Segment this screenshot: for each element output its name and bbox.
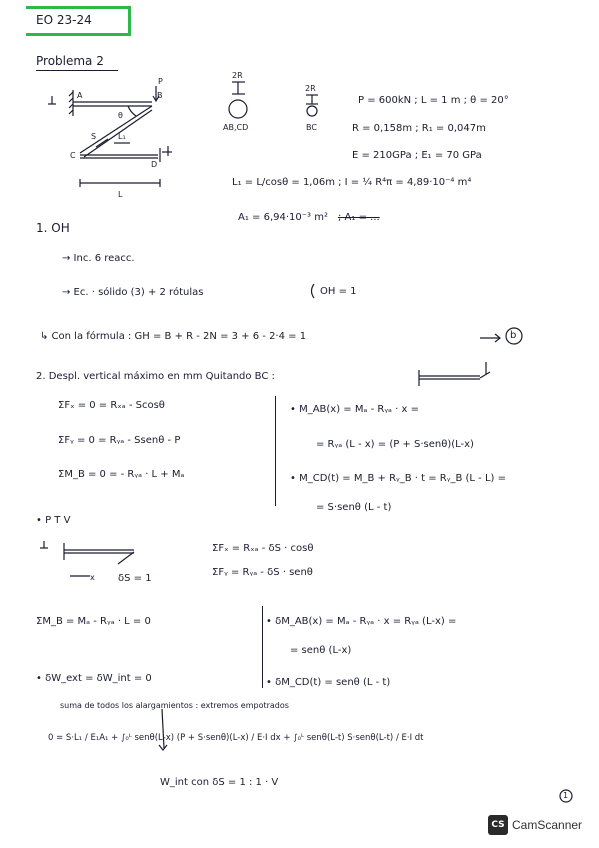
moment-ab-result: = Rᵧₐ (L - x) = (P + S·senθ)(L-x): [316, 439, 474, 450]
label-l1: L₁: [118, 132, 126, 141]
section-ab-radius: 2R: [232, 71, 243, 80]
virtual-eq-fx: ΣFₓ = Rₓₐ - δS · cosθ: [212, 543, 314, 554]
given-line-5-strike: ; A₁ = ...: [338, 212, 380, 223]
section-2-title: 2. Despl. vertical máximo en mm Quitando BC :: [36, 371, 275, 382]
label-c: C: [70, 151, 76, 160]
label-theta: θ: [118, 111, 123, 120]
section-1-title: 1. OH: [36, 221, 70, 235]
section-bc-label: BC: [306, 123, 317, 132]
virtual-moment-ab-result: = senθ (L-x): [290, 645, 352, 656]
page-number: 1: [563, 791, 569, 800]
given-line-1: P = 600kN ; L = 1 m ; θ = 20°: [358, 95, 509, 106]
label-d: D: [151, 160, 158, 169]
given-line-3: E = 210GPa ; E₁ = 70 GPa: [352, 150, 482, 161]
label-a: A: [77, 91, 83, 100]
moment-ab: • M_AB(x) = Mₐ - Rᵧₐ · x =: [290, 404, 419, 415]
section-1-oh-result: OH = 1: [320, 286, 357, 297]
section-bc-radius: 2R: [305, 84, 316, 93]
virtual-eq-mb: ΣM_B = Mₐ - Rᵧₐ · L = 0: [36, 616, 151, 627]
label-p: P: [158, 77, 163, 86]
moment-cd-result: = S·senθ (L - t): [316, 502, 392, 513]
section-1-formula: ↳ Con la fórmula : GH = B + R - 2N = 3 + 6 - 2·4 = 1: [40, 331, 307, 342]
work-balance: • δW_ext = δW_int = 0: [36, 673, 152, 684]
column-divider-1: [275, 396, 276, 506]
section-ab-label: AB,CD: [223, 123, 249, 132]
compatibility-equation: 0 = S·L₁ / E₁A₁ + ∫₀ᴸ senθ(L-x) (P + S·senθ)(L-x) / E·I dx + ∫₀ᴸ senθ(L-t) S·senθ(L-t) / E·I dt: [48, 733, 424, 743]
label-l: L: [118, 190, 123, 199]
label-s: S: [91, 132, 97, 141]
virtual-moment-cd: • δM_CD(t) = senθ (L - t): [266, 677, 391, 688]
equilibrium-fy: ΣFᵧ = 0 = Rᵧₐ - Ssenθ - P: [58, 435, 181, 446]
column-divider-2: [262, 606, 263, 688]
section-1-ec: → Ec. · sólido (3) + 2 rótulas: [62, 287, 204, 298]
virtual-force-label: δS = 1: [118, 573, 152, 584]
equilibrium-fx: ΣFₓ = 0 = Rₓₐ - Scosθ: [58, 400, 165, 411]
camscanner-brand: CamScanner: [512, 818, 583, 832]
label-b: B: [157, 91, 163, 100]
camscanner-logo: CS: [488, 815, 508, 835]
compatibility-note: suma de todos los alargamientos : extremos empotrados: [60, 701, 289, 710]
internal-work-note: W_int con δS = 1 : 1 · V: [160, 777, 279, 788]
virtual-eq-fy: ΣFᵧ = Rᵧₐ - δS · senθ: [212, 567, 313, 578]
given-line-5: A₁ = 6,94·10⁻³ m²: [238, 212, 328, 223]
equilibrium-mb: ΣM_B = 0 = - Rᵧₐ · L + Mₐ: [58, 469, 185, 480]
virtual-moment-ab: • δM_AB(x) = Mₐ - Rᵧₐ · x = Rᵧₐ (L-x) =: [266, 616, 457, 627]
ptv-label: • P T V: [36, 515, 71, 526]
section-1-inc: → Inc. 6 reacc.: [62, 253, 135, 264]
problem-title: Problema 2: [36, 54, 104, 68]
given-line-4: L₁ = L/cosθ = 1,06m ; I = ¼ R⁴π = 4,89·10⁻⁴ m⁴: [232, 177, 472, 188]
moment-cd: • M_CD(t) = M_B + Rᵧ_B · t = Rᵧ_B (L - L) =: [290, 473, 506, 484]
virtual-x-label: x: [90, 573, 95, 582]
section-1-circled-answer: b: [510, 330, 517, 341]
given-line-2: R = 0,158m ; R₁ = 0,047m: [352, 123, 486, 134]
exam-title: EO 23-24: [36, 13, 92, 27]
camscanner-watermark: [488, 813, 582, 837]
